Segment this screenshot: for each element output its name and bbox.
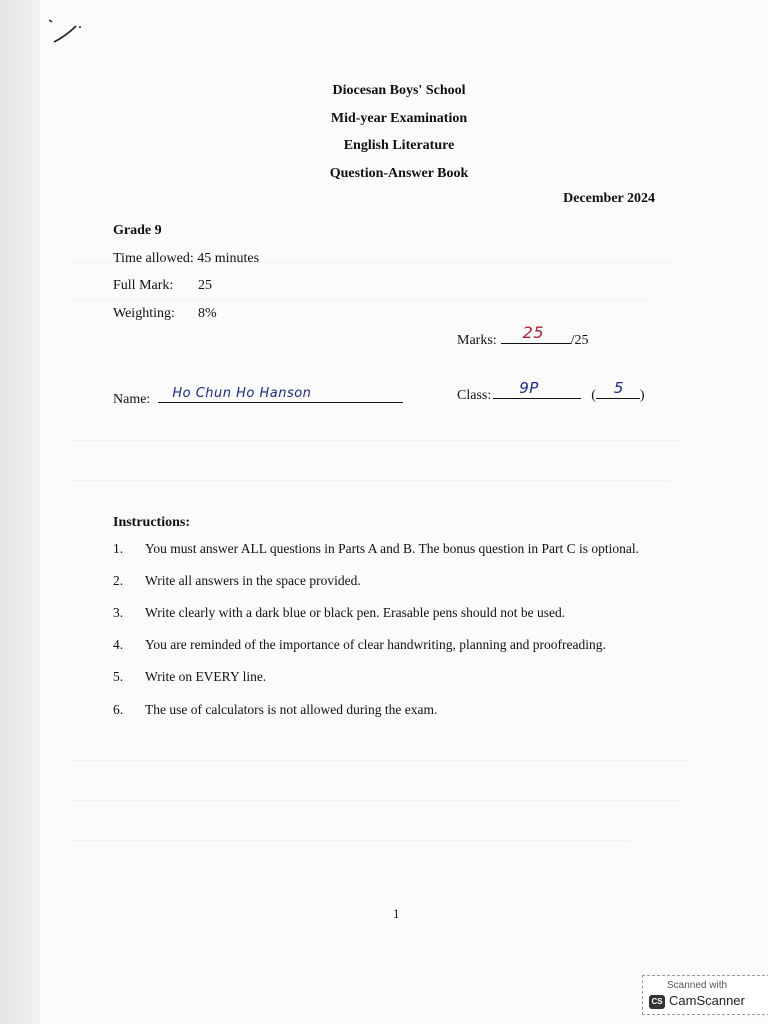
instructions-heading: Instructions:	[113, 515, 191, 530]
school-name: Diocesan Boys' School	[332, 83, 466, 98]
instruction-item	[113, 605, 565, 621]
marks-label: Marks:	[457, 333, 497, 348]
marks-blank	[501, 323, 571, 344]
instruction-item	[113, 702, 437, 718]
exam-date: December 2024	[563, 191, 655, 206]
instruction-text: The use of calculators is not allowed during the exam.	[145, 702, 438, 717]
exam-title: Mid-year Examination	[330, 111, 468, 126]
instruction-number: 1.	[113, 541, 124, 556]
class-blank	[493, 379, 581, 399]
class-number-close-paren: )	[639, 388, 645, 403]
instruction-text: Write all answers in the space provided.	[145, 573, 361, 588]
camscanner-logo-icon: CS	[649, 995, 665, 1009]
instruction-number: 5.	[113, 669, 124, 684]
bleed-line	[70, 760, 690, 761]
instruction-item	[113, 637, 606, 653]
bleed-line	[70, 480, 670, 481]
class-number-open-paren: (	[591, 388, 596, 403]
weighting-row	[113, 306, 217, 322]
bleed-line	[70, 300, 650, 301]
class-value: 9P	[519, 379, 539, 397]
watermark-caption: Scanned with	[667, 980, 728, 991]
instruction-item	[113, 573, 361, 589]
book-title: Question-Answer Book	[329, 166, 469, 181]
class-number-blank	[596, 379, 640, 399]
full-mark-row	[113, 278, 212, 294]
instruction-number: 6.	[113, 702, 124, 717]
marks-score: 25	[522, 323, 545, 342]
class-number: 5	[613, 379, 624, 397]
grade-label: Grade 9	[113, 223, 162, 238]
time-allowed-label: Time allowed:	[113, 251, 194, 266]
instruction-item	[113, 541, 639, 557]
time-allowed-row	[113, 251, 259, 267]
camscanner-watermark	[642, 975, 768, 1015]
name-field	[113, 388, 403, 408]
bleed-line	[70, 800, 680, 801]
name-blank	[158, 388, 403, 403]
pen-mark-icon	[44, 14, 84, 48]
instruction-text: Write on EVERY line.	[145, 669, 267, 684]
instruction-text: You must answer ALL questions in Parts A and B. The bonus question in Part C is optional.	[145, 541, 640, 556]
marks-field	[457, 323, 589, 349]
page-number: 1	[393, 906, 400, 921]
instruction-text: Write clearly with a dark blue or black pen. Erasable pens should not be used.	[145, 605, 566, 620]
bleed-line	[70, 440, 680, 441]
bleed-line	[70, 840, 630, 841]
watermark-brand: CamScanner	[669, 993, 745, 1008]
student-name: Ho Chun Ho Hanson	[172, 386, 312, 401]
instruction-number: 3.	[113, 605, 124, 620]
marks-total: /25	[570, 333, 589, 348]
instruction-item	[113, 669, 266, 685]
weighting-label: Weighting:	[113, 306, 175, 321]
subject-title: English Literature	[343, 138, 455, 153]
instruction-number: 2.	[113, 573, 124, 588]
name-label: Name:	[113, 392, 151, 407]
weighting-value: 8%	[198, 306, 217, 321]
full-mark-value: 25	[198, 278, 212, 293]
instruction-text: You are reminded of the importance of clear handwriting, planning and proofreading.	[145, 637, 606, 652]
time-allowed-value: 45 minutes	[197, 251, 260, 266]
class-label: Class:	[457, 388, 492, 403]
class-field	[457, 379, 645, 404]
full-mark-label: Full Mark:	[113, 278, 174, 293]
instruction-number: 4.	[113, 637, 124, 652]
